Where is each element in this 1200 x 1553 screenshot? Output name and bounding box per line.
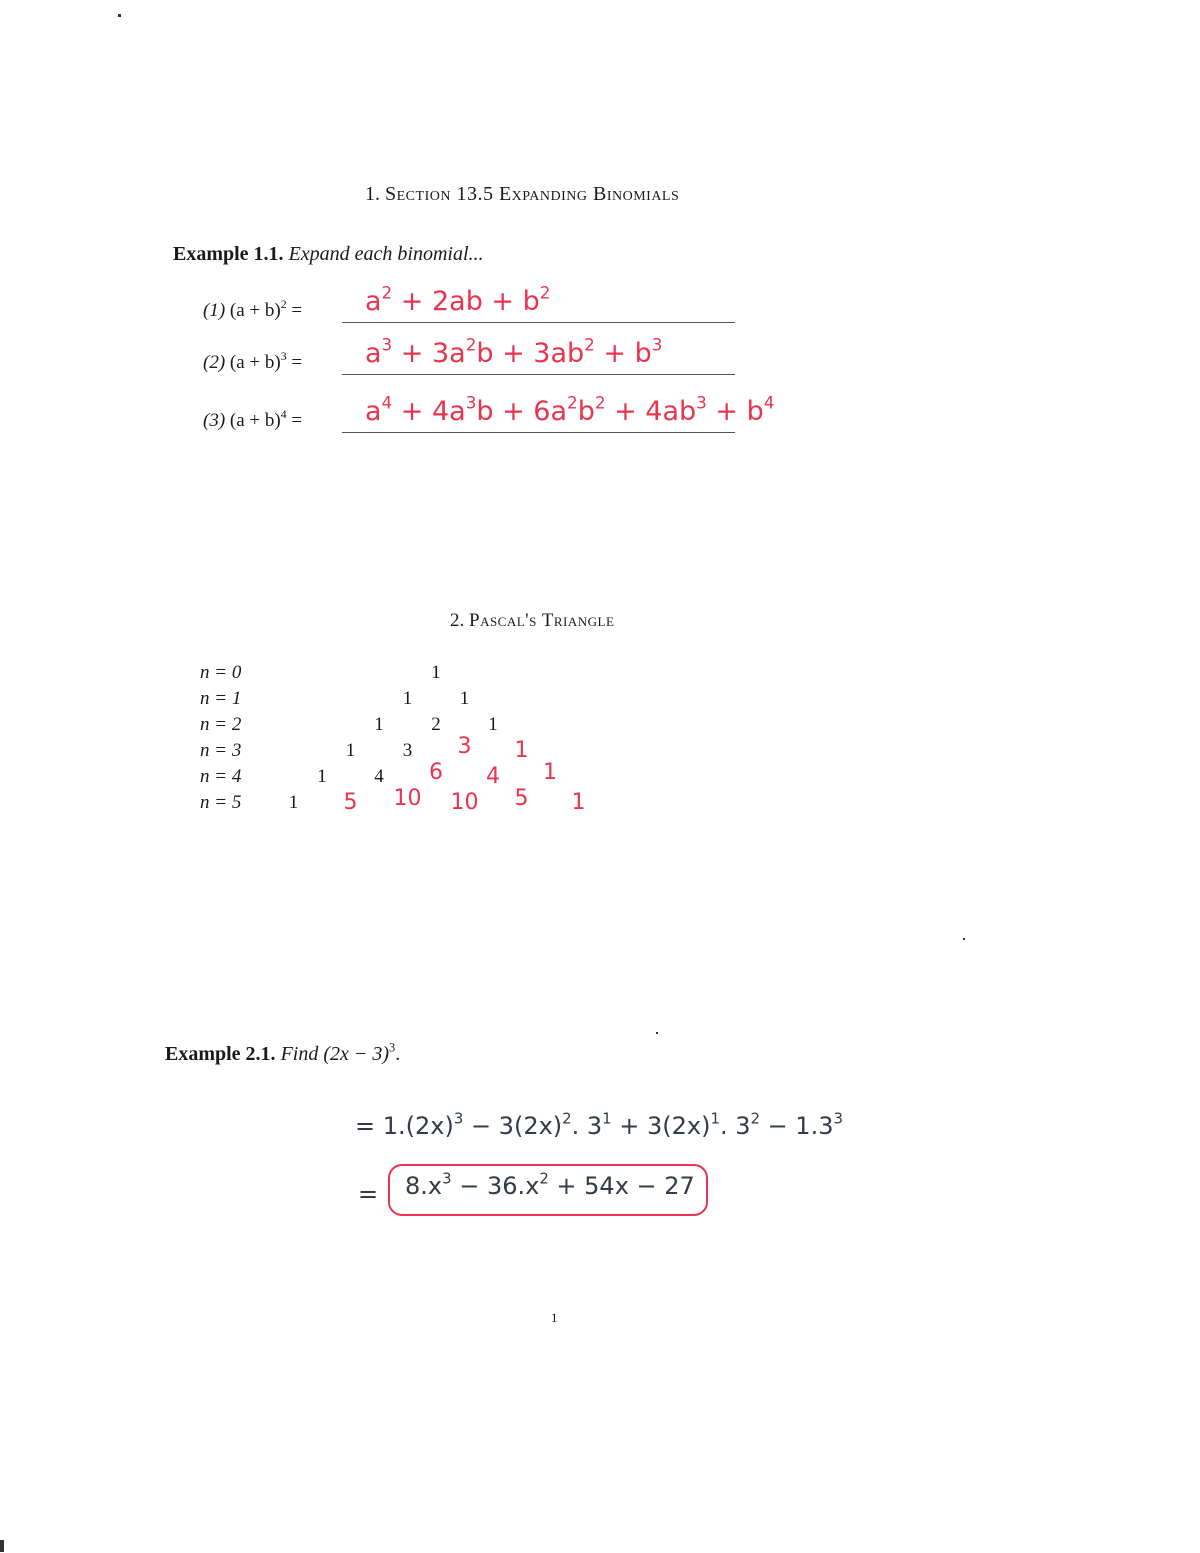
example-2-prompt-power: 3 — [389, 1040, 396, 1055]
pascal-entry: 1 — [402, 688, 413, 709]
answer-line — [342, 432, 735, 433]
answer-term: 3 — [465, 392, 477, 413]
answer-term: + 2ab + b — [392, 286, 540, 317]
pascal-handwritten-entry: 6 — [429, 760, 443, 785]
answer-term: 2 — [567, 392, 578, 413]
work-term: 3 — [833, 1109, 843, 1128]
question-number: (3) — [203, 410, 230, 431]
section-1-number: 1. — [365, 183, 380, 205]
example-2-label: Example 2.1. — [165, 1043, 276, 1065]
answer-line — [342, 322, 735, 323]
section-2-title: Pascal's Triangle — [469, 610, 615, 631]
answer-term: b + 3ab — [476, 338, 585, 369]
pascal-entry: 1 — [317, 766, 327, 787]
row-label: n = 4 — [200, 766, 242, 787]
section-2-number: 2. — [450, 610, 465, 631]
example-1-header — [173, 243, 484, 266]
example-2-header — [165, 1040, 401, 1066]
example-2-step-2-equals: = — [358, 1180, 379, 1208]
example-2-prompt-end: . — [395, 1043, 401, 1065]
answer-line — [342, 374, 735, 375]
answer-term: 3 — [442, 1169, 452, 1188]
answer-term: a — [365, 286, 382, 317]
binomial-question — [203, 297, 303, 322]
handwritten-answer — [365, 334, 663, 369]
pascal-handwritten-entry: 1 — [543, 760, 557, 785]
pascal-entry: 2 — [431, 714, 441, 735]
answer-term: 2 — [381, 282, 393, 303]
work-term: 2 — [562, 1109, 572, 1128]
answer-term: + 3a — [392, 338, 466, 369]
answer-term: a — [365, 338, 382, 369]
pascal-handwritten-entry: 10 — [450, 790, 479, 815]
answer-term: 8.x — [405, 1172, 443, 1200]
question-expression: (a + b) — [229, 300, 281, 321]
work-term: − 3(2x) — [463, 1112, 563, 1140]
answer-term: + b — [594, 338, 652, 369]
pascal-handwritten-entry: 5 — [343, 790, 358, 815]
answer-term: 3 — [381, 334, 393, 355]
section-1-title: Section 13.5 Expanding Binomials — [385, 183, 680, 205]
question-equals: = — [286, 300, 303, 321]
row-label: n = 1 — [200, 688, 242, 709]
answer-term: 4 — [381, 392, 393, 413]
pascal-handwritten-entry: 1 — [571, 790, 586, 815]
handwritten-answer — [365, 282, 551, 317]
section-1-heading — [365, 183, 679, 206]
answer-term: 2 — [594, 392, 606, 413]
work-term: = 1.(2x) — [355, 1112, 454, 1140]
example-2-step-1 — [355, 1109, 843, 1140]
answer-term: b + 6a — [476, 396, 568, 427]
answer-term: + b — [706, 396, 764, 427]
question-number: (1) — [203, 300, 230, 321]
answer-term: 2 — [465, 334, 477, 355]
section-2-heading — [450, 610, 614, 632]
work-term: 3 — [453, 1109, 464, 1128]
answer-term: + 4ab — [605, 396, 697, 427]
question-power: 4 — [280, 407, 287, 421]
answer-term: + 4a — [392, 396, 466, 427]
answer-term: 2 — [584, 334, 595, 355]
page-number: 1 — [551, 1310, 558, 1325]
pascal-entry: 4 — [374, 766, 384, 787]
scan-speck — [656, 1032, 658, 1034]
answer-term: − 36.x — [451, 1172, 540, 1200]
pascal-entry: 1 — [345, 740, 356, 761]
pascal-handwritten-entry: 1 — [514, 738, 529, 763]
question-number: (2) — [203, 352, 230, 373]
work-term: + 3(2x) — [611, 1112, 711, 1140]
pascal-entry: 1 — [374, 714, 384, 735]
answer-term: b — [577, 396, 595, 427]
work-term: − 1.3 — [759, 1112, 834, 1140]
work-term: 1 — [602, 1109, 612, 1128]
pascal-entry: 3 — [402, 740, 413, 761]
pascal-handwritten-entry: 3 — [457, 734, 472, 759]
binomial-question — [203, 349, 303, 374]
scan-speck — [118, 14, 121, 17]
row-label: n = 2 — [200, 714, 242, 735]
row-label: n = 5 — [200, 792, 242, 813]
answer-term: + 54x − 27 — [548, 1172, 695, 1200]
pascal-entry: 1 — [459, 688, 470, 709]
question-expression: (a + b) — [229, 410, 281, 431]
answer-term: 3 — [651, 334, 663, 355]
answer-term: 2 — [539, 282, 551, 303]
answer-term: 3 — [696, 392, 707, 413]
question-power: 3 — [280, 349, 287, 363]
handwritten-answer — [365, 392, 775, 427]
answer-term: 2 — [539, 1169, 549, 1188]
question-power: 2 — [280, 297, 287, 311]
pascal-entry: 1 — [431, 662, 441, 683]
example-2-step-2 — [405, 1169, 695, 1200]
question-expression: (a + b) — [229, 352, 281, 373]
answer-term: a — [365, 396, 382, 427]
pascal-handwritten-entry: 10 — [393, 786, 422, 811]
example-2-prompt: Find (2x − 3) — [280, 1043, 390, 1065]
pascal-handwritten-entry: 4 — [486, 764, 500, 789]
pascal-handwritten-entry: 5 — [514, 786, 529, 811]
row-label: n = 0 — [200, 662, 242, 683]
work-term: . 3 — [719, 1112, 751, 1140]
scan-speck — [963, 938, 965, 940]
example-1-prompt: Expand each binomial... — [288, 243, 484, 265]
scan-edge-mark — [0, 1540, 4, 1552]
answer-term: 4 — [763, 392, 775, 413]
work-term: 2 — [750, 1109, 760, 1128]
binomial-question — [203, 407, 303, 432]
example-1-label: Example 1.1. — [173, 243, 284, 265]
pascal-entry: 1 — [288, 792, 299, 813]
question-equals: = — [286, 410, 303, 431]
work-term: . 3 — [571, 1112, 603, 1140]
work-term: 1 — [710, 1109, 720, 1128]
row-label: n = 3 — [200, 740, 242, 761]
question-equals: = — [286, 352, 303, 373]
pascal-entry: 1 — [488, 714, 498, 735]
